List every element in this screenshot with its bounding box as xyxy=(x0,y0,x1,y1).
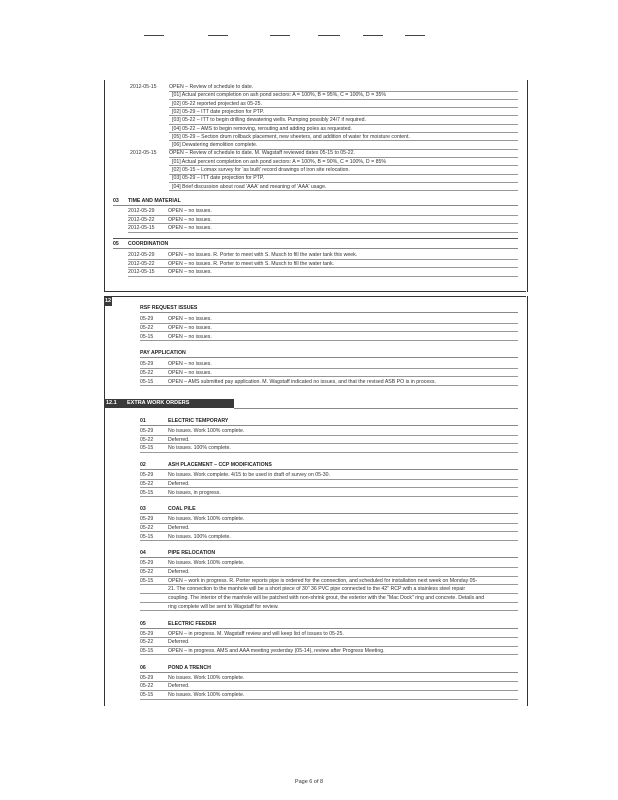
entry-underline xyxy=(140,368,518,369)
entry-text: No issues. Work 100% complete. xyxy=(168,428,245,434)
entry-underline xyxy=(140,610,518,611)
rsf-rule xyxy=(140,312,518,313)
header-mark xyxy=(144,35,164,36)
entry-underline xyxy=(169,174,518,175)
entry-underline xyxy=(140,584,518,585)
entry-underline xyxy=(140,323,518,324)
work-order-number: 03 xyxy=(140,506,146,513)
entry-text: [04] Brief discussion about road 'AAA' and meaning of 'AAA' usage. xyxy=(172,183,327,190)
entry-underline xyxy=(128,232,518,233)
entry-text: Deferred. xyxy=(168,683,190,690)
entry-underline xyxy=(169,132,518,133)
entry-text: No issues, in progress. xyxy=(168,489,221,496)
section-title: TIME AND MATERIAL xyxy=(128,198,181,204)
section-number: 03 xyxy=(113,198,119,204)
entry-text: OPEN – no issues. xyxy=(168,316,212,322)
entry-date: 05-22 xyxy=(140,683,154,690)
entry-text: [03] 05-22 – ITT to begin drilling dewatering wells. Pumping possibly 24/7 if required. xyxy=(172,117,366,124)
entry-underline xyxy=(140,443,518,444)
entry-text: OPEN – in progress. AMS and AAA meeting yesterday (05-14), review after Progress Meeting. xyxy=(168,647,385,654)
entry-underline xyxy=(169,165,518,166)
entry-text: No issues. Work complete. 4/15 to be used in draft of survey on 05-30. xyxy=(168,472,330,479)
entry-date: 05-15 xyxy=(140,533,154,540)
entry-text: 21. The connection to the manhole will be a short piece of 30" 36 PVC pipe connected to the 42" RCP with a stainless steel repair xyxy=(168,586,466,593)
section-12-1-rule xyxy=(234,408,518,409)
entry-text: [02] 05-15 – Lomax survey for 'as built' record drawings of iron site relocation. xyxy=(172,167,350,173)
entry-text: No issues. 100% complete. xyxy=(168,445,231,452)
entry-date: 2012-05-15 xyxy=(128,225,155,231)
divider xyxy=(113,238,518,239)
entry-date: 05-29 xyxy=(140,428,154,434)
entry-underline xyxy=(128,223,518,224)
entry-date: 05-15 xyxy=(140,692,154,698)
entry-text: OPEN – no issues. xyxy=(168,361,212,367)
header-mark xyxy=(363,35,383,36)
entry-text: OPEN – no issues. xyxy=(168,216,212,223)
entry-underline xyxy=(140,646,518,647)
section-12-number: 12 xyxy=(105,298,112,304)
entry-date: 05-15 xyxy=(140,333,154,340)
entry-text: Deferred. xyxy=(168,639,190,646)
work-order-title: POND A TRENCH xyxy=(168,664,211,671)
entry-underline xyxy=(140,385,518,386)
header-mark xyxy=(270,35,290,36)
entry-text: OPEN – no issues. xyxy=(168,333,212,340)
entry-date: 05-15 xyxy=(140,489,154,496)
entry-underline xyxy=(169,149,518,150)
entry-text: Deferred. xyxy=(168,436,190,443)
entry-underline xyxy=(169,99,518,100)
entry-underline xyxy=(169,157,518,158)
entry-text: OPEN – no issues. xyxy=(168,324,212,331)
work-order-number: 01 xyxy=(140,418,146,424)
rsf-title: RSF REQUEST ISSUES xyxy=(140,305,198,311)
entry-underline xyxy=(128,259,518,260)
header-mark xyxy=(405,35,425,36)
entry-date: 2012-05-29 xyxy=(128,252,155,258)
entry-date: 05-29 xyxy=(140,516,154,523)
work-order-number: 05 xyxy=(140,620,146,627)
entry-underline xyxy=(140,435,518,436)
work-order-title: ASH PLACEMENT – CCP MODIFICATIONS xyxy=(168,462,272,469)
entry-underline xyxy=(140,479,518,480)
entry-date: 05-29 xyxy=(140,316,154,322)
entry-underline xyxy=(140,523,518,524)
entry-text: [01] Actual percent completion on ash pond sectors: A = 100%, B = 95%, C = 100%, D = 35% xyxy=(172,92,386,99)
entry-text: [03] 05-29 – ITT date projection for PTP. xyxy=(172,175,265,182)
entry-underline xyxy=(169,182,518,183)
entry-text: OPEN – Review of schedule to date. M. Wagstaff reviewed dates 05-15 to 05-22. xyxy=(169,150,355,157)
entry-text: ring complete will be sent to Wagstaff for review. xyxy=(168,603,279,610)
entry-text: Deferred. xyxy=(168,480,190,487)
entry-underline xyxy=(140,452,518,453)
entry-underline xyxy=(140,690,518,691)
entry-date: 2012-05-22 xyxy=(128,216,155,223)
page-footer: Page 6 of 8 xyxy=(294,779,324,785)
work-order-number: 06 xyxy=(140,664,146,671)
entry-underline xyxy=(128,215,518,216)
entry-date: 05-22 xyxy=(140,324,154,331)
entry-underline xyxy=(140,487,518,488)
entry-text: [06] Dewatering demolition complete. xyxy=(172,142,258,149)
section-12-1-title: EXTRA WORK ORDERS xyxy=(127,400,190,406)
work-order-number: 02 xyxy=(140,462,146,469)
entry-text: OPEN – no issues. R. Porter to meet with S. Musch to fill the water tank. xyxy=(168,260,335,267)
work-order-title: PIPE RELOCATION xyxy=(168,550,216,557)
work-order-rule xyxy=(140,557,518,558)
entry-date: 05-15 xyxy=(140,445,154,452)
frame-bottom-rule xyxy=(104,291,526,292)
work-order-title: COAL PILE xyxy=(168,506,196,513)
entry-underline xyxy=(140,340,518,341)
entry-underline xyxy=(140,331,518,332)
work-order-title: ELECTRIC FEEDER xyxy=(168,620,217,627)
entry-text: [05] 05-29 – Section drum rollback placement, new sheeters, and addition of water for moisture content. xyxy=(172,133,410,140)
entry-underline xyxy=(140,602,518,603)
entry-text: No issues. Work 100% complete. xyxy=(168,516,245,523)
entry-date: 05-22 xyxy=(140,480,154,487)
header-mark xyxy=(208,35,228,36)
entry-underline xyxy=(140,567,518,568)
work-order-rule xyxy=(140,628,518,629)
section-rule xyxy=(113,248,518,249)
entry-text: No issues. Work 100% complete. xyxy=(168,674,245,681)
entry-text: OPEN – no issues. xyxy=(168,208,212,214)
entry-text: OPEN – Review of schedule to date. xyxy=(169,84,254,90)
entry-underline xyxy=(169,115,518,116)
entry-underline xyxy=(140,654,518,655)
entry-text: Deferred. xyxy=(168,569,190,575)
work-order-title: ELECTRIC TEMPORARY xyxy=(168,418,229,424)
entry-underline xyxy=(140,540,518,541)
entry-date: 05-15 xyxy=(140,378,154,385)
entry-date: 2012-05-15 xyxy=(130,150,157,157)
entry-text: [01] Actual percent completion on ash pond sectors: A = 100%, B = 90%, C = 100%, D = 85% xyxy=(172,158,386,165)
section-rule xyxy=(113,205,518,206)
work-order-rule xyxy=(140,513,518,514)
entry-text: [04] 05-22 – AMS to begin removing, rerouting and adding poles as requested. xyxy=(172,125,352,132)
entry-underline xyxy=(169,107,518,108)
section-number: 05 xyxy=(113,241,119,247)
entry-text: OPEN – no issues. xyxy=(168,269,212,275)
entry-date: 2012-05-29 xyxy=(128,208,155,214)
entry-underline xyxy=(169,190,518,191)
entry-date: 05-29 xyxy=(140,674,154,681)
header-mark xyxy=(318,35,340,36)
entry-text: Deferred. xyxy=(168,524,190,531)
entry-date: 05-22 xyxy=(140,569,154,575)
entry-date: 05-29 xyxy=(140,560,154,567)
entry-text: [02] 05-22 reported projected as 05-25. xyxy=(172,100,262,107)
entry-text: No issues. 100% complete. xyxy=(168,533,231,540)
work-order-number: 04 xyxy=(140,550,146,557)
entry-date: 05-29 xyxy=(140,630,154,637)
entry-underline xyxy=(140,376,518,377)
entry-date: 05-22 xyxy=(140,436,154,443)
pay-title: PAY APPLICATION xyxy=(140,350,186,356)
entry-text: OPEN – AMS submitted pay application. M. Wagstaff indicated no issues, and that the revised ASB PO is in process. xyxy=(168,378,436,385)
entry-underline xyxy=(128,276,518,277)
entry-underline xyxy=(140,576,518,577)
work-order-rule xyxy=(140,672,518,673)
entry-text: OPEN – no issues. xyxy=(168,369,212,376)
entry-text: OPEN – no issues. xyxy=(168,225,212,231)
entry-date: 05-15 xyxy=(140,577,154,584)
entry-underline xyxy=(140,593,518,594)
entry-text: No issues. Work 100% complete. xyxy=(168,560,245,567)
entry-date: 2012-05-15 xyxy=(128,269,155,275)
entry-date: 05-22 xyxy=(140,524,154,531)
entry-date: 05-29 xyxy=(140,472,154,479)
entry-text: OPEN – work in progress. R. Porter reports pipe is ordered for the connection, and scheduled for installation next week on Monday 05- xyxy=(168,577,478,584)
section-title: COORDINATION xyxy=(128,241,169,247)
entry-text: OPEN – no issues. R. Porter to meet with S. Musch to fill the water tank this week. xyxy=(168,252,358,258)
section-12-1-number: 12.1 xyxy=(106,400,117,406)
entry-text: OPEN – in progress. M. Wagstaff review and will keep list of issues to 05-25. xyxy=(168,630,344,637)
entry-underline xyxy=(140,637,518,638)
work-order-rule xyxy=(140,425,518,426)
entry-date: 2012-05-22 xyxy=(128,260,155,267)
entry-underline xyxy=(140,699,518,700)
entry-underline xyxy=(169,124,518,125)
work-order-rule xyxy=(140,469,518,470)
entry-underline xyxy=(128,267,518,268)
entry-underline xyxy=(140,496,518,497)
entry-underline xyxy=(140,681,518,682)
entry-date: 2012-05-15 xyxy=(130,84,157,90)
frame-top-rule xyxy=(104,296,526,297)
entry-date: 05-22 xyxy=(140,639,154,646)
entry-underline xyxy=(140,531,518,532)
entry-text: coupling. The interior of the manhole will be patched with non-shrink grout, the exterior with the "Mac Dock" ring and concrete. Details and xyxy=(168,595,485,602)
entry-date: 05-22 xyxy=(140,369,154,376)
pay-rule xyxy=(140,357,518,358)
entry-text: [02] 05-29 – ITT date projection for PTP. xyxy=(172,108,265,115)
entry-text: No issues. Work 100% complete. xyxy=(168,692,245,698)
entry-underline xyxy=(169,91,518,92)
entry-date: 05-15 xyxy=(140,647,154,654)
entry-underline xyxy=(169,140,518,141)
entry-date: 05-29 xyxy=(140,361,154,367)
